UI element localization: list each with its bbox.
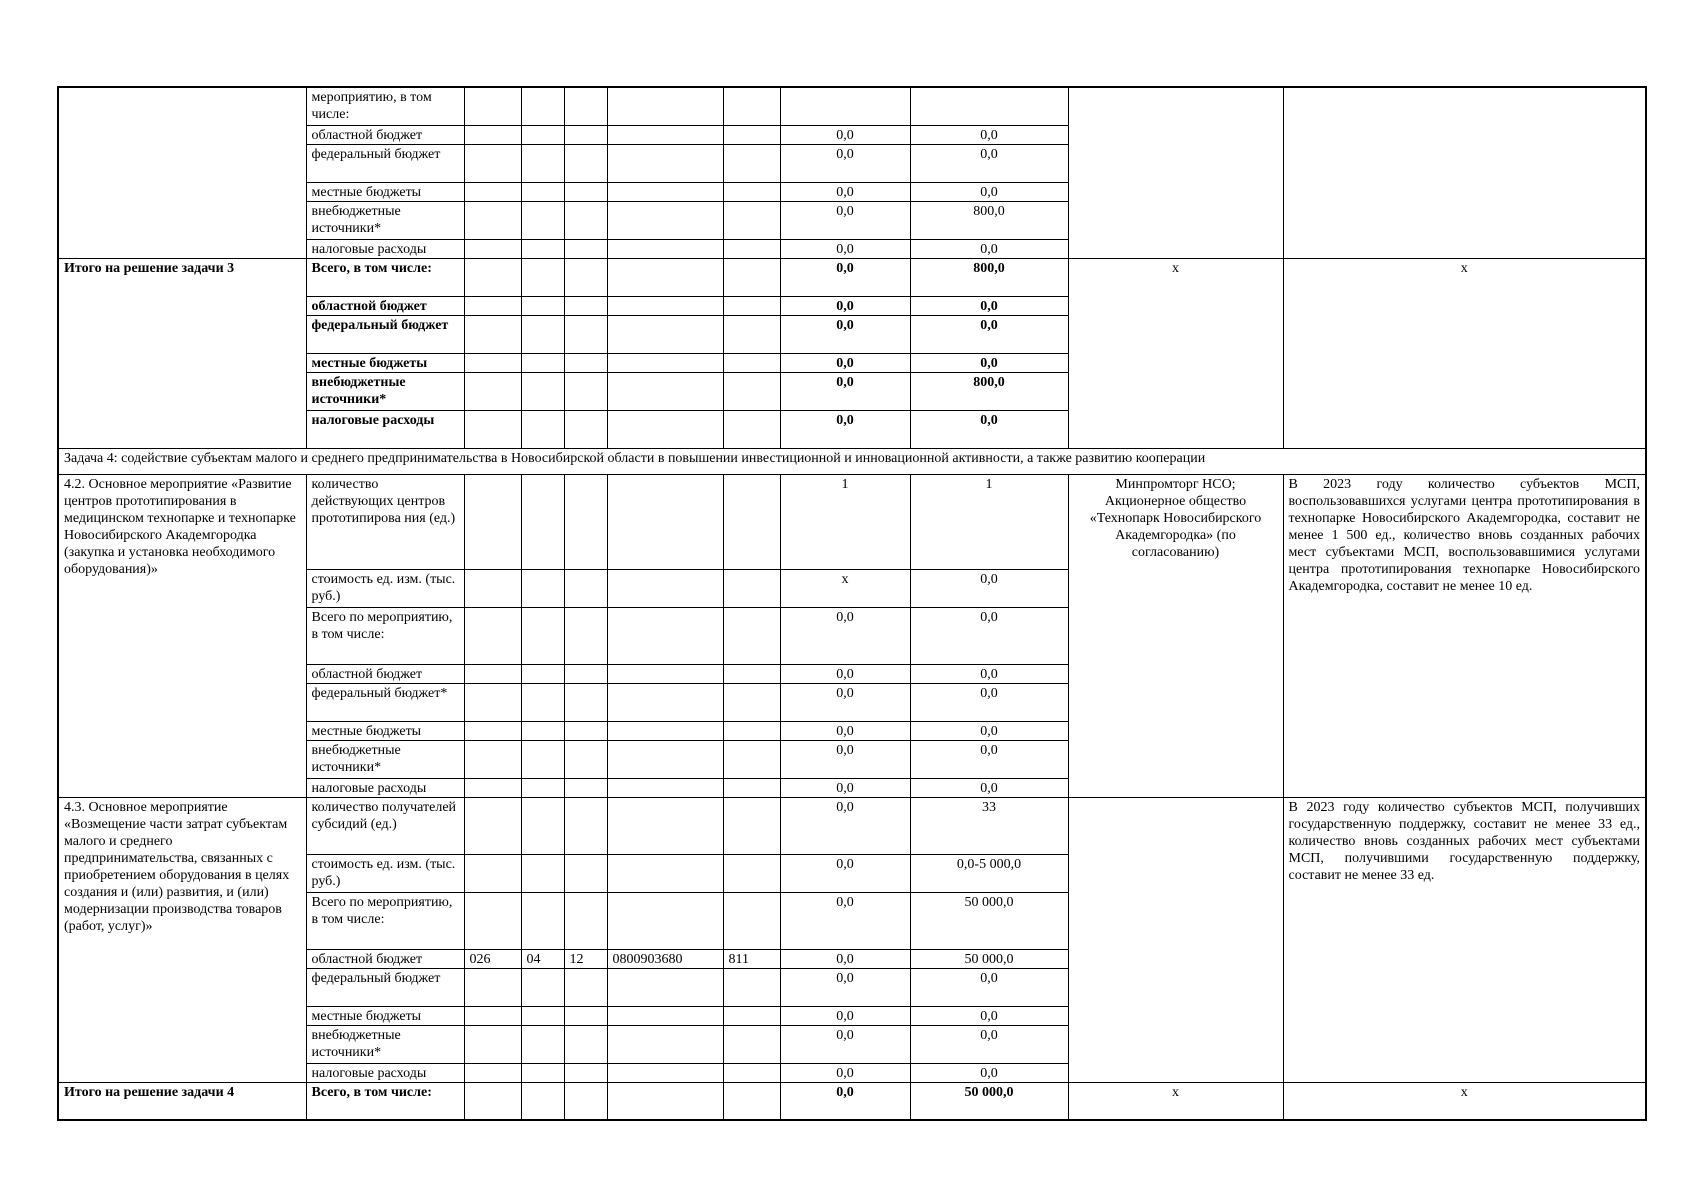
table-row: внебюджетные источники* 0,0 800,0 [58, 372, 1646, 410]
table-row: местные бюджеты 0,0 0,0 [58, 721, 1646, 740]
code-vr: 811 [723, 949, 780, 968]
m43-executor [1068, 797, 1283, 1082]
row-label: внебюджетные источники* [306, 740, 464, 778]
row-label: количество получателей субсидий (ед.) [306, 797, 464, 854]
row-label: федеральный бюджет [306, 144, 464, 182]
table-row: налоговые расходы 0,0 0,0 [58, 778, 1646, 797]
m43-result: В 2023 году количество субъектов МСП, получивших государственную поддержку, составит не менее 33 ед., количество вновь созданных рабочих мест субъектами МСП, получившими государственную поддержку, составит не менее 33 ед. [1283, 797, 1646, 1082]
m42-result: В 2023 году количество субъектов МСП, воспользовавшихся услугами центра прототипирования в технопарке Новосибирского Академгородка, составит не менее 1 500 ед., количество вновь созданных рабочих мест субъектами МСП, воспользовавшимися услугами центра прототипирования технопарке Новосибирского Академгородка, составит не менее 10 ед. [1283, 474, 1646, 797]
m42-executor: Минпромторг НСО; Акционерное общество «Технопарк Новосибирского Академгородка» (по согласованию) [1068, 474, 1283, 797]
row-label: местные бюджеты [306, 721, 464, 740]
row-label: налоговые расходы [306, 239, 464, 258]
total4-title: Итого на решение задачи 4 [58, 1082, 306, 1120]
row-label: федеральный бюджет [306, 968, 464, 1006]
row-label: федеральный бюджет [306, 315, 464, 353]
row-label: внебюджетные источники* [306, 372, 464, 410]
table-row: налоговые расходы 0,0 0,0 [58, 1063, 1646, 1082]
table-row: областной бюджет 026 04 12 0800903680 811 0,0 50 000,0 [58, 949, 1646, 968]
table-row: федеральный бюджет 0,0 0,0 [58, 968, 1646, 1006]
row-label: областной бюджет [306, 949, 464, 968]
code-csr: 0800903680 [607, 949, 723, 968]
table-row: местные бюджеты 0,0 0,0 [58, 353, 1646, 372]
row-label: налоговые расходы [306, 410, 464, 448]
row-label: Всего, в том числе: [306, 258, 464, 296]
row-label: местные бюджеты [306, 353, 464, 372]
table-row: стоимость ед. изм. (тыс. руб.) 0,0 0,0-5 000,0 [58, 854, 1646, 892]
table-row: областной бюджет 0,0 0,0 [58, 664, 1646, 683]
table-row: налоговые расходы 0,0 0,0 [58, 410, 1646, 448]
row-label: местные бюджеты [306, 1006, 464, 1025]
row-label: стоимость ед. изм. (тыс. руб.) [306, 569, 464, 607]
table-row: областной бюджет 0,0 0,0 [58, 125, 1646, 144]
table-row [58, 87, 1646, 125]
row-label: внебюджетные источники* [306, 201, 464, 239]
table-row [58, 448, 1646, 474]
table-row: Всего по мероприятию, в том числе: 0,0 0,0 [58, 607, 1646, 664]
table-row: внебюджетные источники* 0,0 0,0 [58, 740, 1646, 778]
table-row: местные бюджеты 0,0 0,0 [58, 182, 1646, 201]
table-row: внебюджетные источники* 0,0 0,0 [58, 1025, 1646, 1063]
code-rz: 04 [521, 949, 564, 968]
row-label: налоговые расходы [306, 1063, 464, 1082]
table-row: местные бюджеты 0,0 0,0 [58, 1006, 1646, 1025]
table-row: внебюджетные источники* 0,0 800,0 [58, 201, 1646, 239]
row-label: Всего по мероприятию, в том числе: [306, 607, 464, 664]
row-label: местные бюджеты [306, 182, 464, 201]
program-table [57, 86, 1647, 1121]
row-label: количество действующих центров прототипирова ния (ед.) [306, 474, 464, 569]
table-row: областной бюджет 0,0 0,0 [58, 296, 1646, 315]
row-label: налоговые расходы [306, 778, 464, 797]
cell-prev-name [58, 87, 306, 258]
table-row: федеральный бюджет 0,0 0,0 [58, 144, 1646, 182]
code-grbs: 026 [464, 949, 521, 968]
table-row: Итого на решение задачи 3 Всего, в том числе: 0,0 800,0 x x [58, 258, 1646, 296]
table-row: 4.3. Основное мероприятие «Возмещение части затрат субъектам малого и среднего предпринимательства, связанных с приобретением оборудования в целях создания и (или) развития, и (или) модернизации производства товаров (работ, услуг)» количество получателей субсидий (ед.) 0,0 33 В 2023 году количество субъектов МСП, получивших государственную поддержку, составит не менее 33 ед., количество вновь созданных рабочих мест субъектами МСП, получившими государственную поддержку, составит не менее 33 ед. [58, 797, 1646, 854]
total3-title: Итого на решение задачи 3 [58, 258, 306, 448]
table-row: стоимость ед. изм. (тыс. руб.) x 0,0 [58, 569, 1646, 607]
task4-title: Задача 4: содействие субъектам малого и среднего предпринимательства в Новосибирской области в повышении инвестиционной и инновационной активности, а также развитию кооперации [58, 448, 1646, 474]
row-label: Всего, в том числе: [306, 1082, 464, 1120]
m42-name: 4.2. Основное мероприятие «Развитие центров прототипирования в медицинском технопарке и технопарке Новосибирского Академгородка (закупка и установка необходимого оборудования)» [58, 474, 306, 797]
table-row: Итого на решение задачи 4 Всего, в том числе: 0,0 50 000,0 x x [58, 1082, 1646, 1120]
row-label: федеральный бюджет* [306, 683, 464, 721]
table-row: 4.2. Основное мероприятие «Развитие центров прототипирования в медицинском технопарке и технопарке Новосибирского Академгородка (закупка и установка необходимого оборудования)» количество действующих центров прототипирова ния (ед.) 1 1 Минпромторг НСО; Акционерное общество «Технопарк Новосибирского Академгородка» (по согласованию) В 2023 году количество субъектов МСП, воспользовавшихся услугами центра прототипирования в технопарке Новосибирского Академгородка, составит не менее 1 500 ед., количество вновь созданных рабочих мест субъектами МСП, воспользовавшимися услугами центра прототипирования технопарке Новосибирского Академгородка, составит не менее 10 ед. [58, 474, 1646, 569]
row-label: внебюджетные источники* [306, 1025, 464, 1063]
cell-prev-result [1283, 87, 1646, 258]
table-row: налоговые расходы 0,0 0,0 [58, 239, 1646, 258]
row-label: мероприятию, в том числе: [306, 87, 464, 125]
table-row: Всего по мероприятию, в том числе: 0,0 50 000,0 [58, 892, 1646, 949]
row-label: стоимость ед. изм. (тыс. руб.) [306, 854, 464, 892]
row-label: областной бюджет [306, 296, 464, 315]
row-label: областной бюджет [306, 664, 464, 683]
code-pr: 12 [564, 949, 607, 968]
row-label: Всего по мероприятию, в том числе: [306, 892, 464, 949]
row-label: областной бюджет [306, 125, 464, 144]
table-row: федеральный бюджет 0,0 0,0 [58, 315, 1646, 353]
cell-prev-executor [1068, 87, 1283, 258]
m43-name: 4.3. Основное мероприятие «Возмещение части затрат субъектам малого и среднего предпринимательства, связанных с приобретением оборудования в целях создания и (или) развития, и (или) модернизации производства товаров (работ, услуг)» [58, 797, 306, 1082]
table-row: федеральный бюджет* 0,0 0,0 [58, 683, 1646, 721]
